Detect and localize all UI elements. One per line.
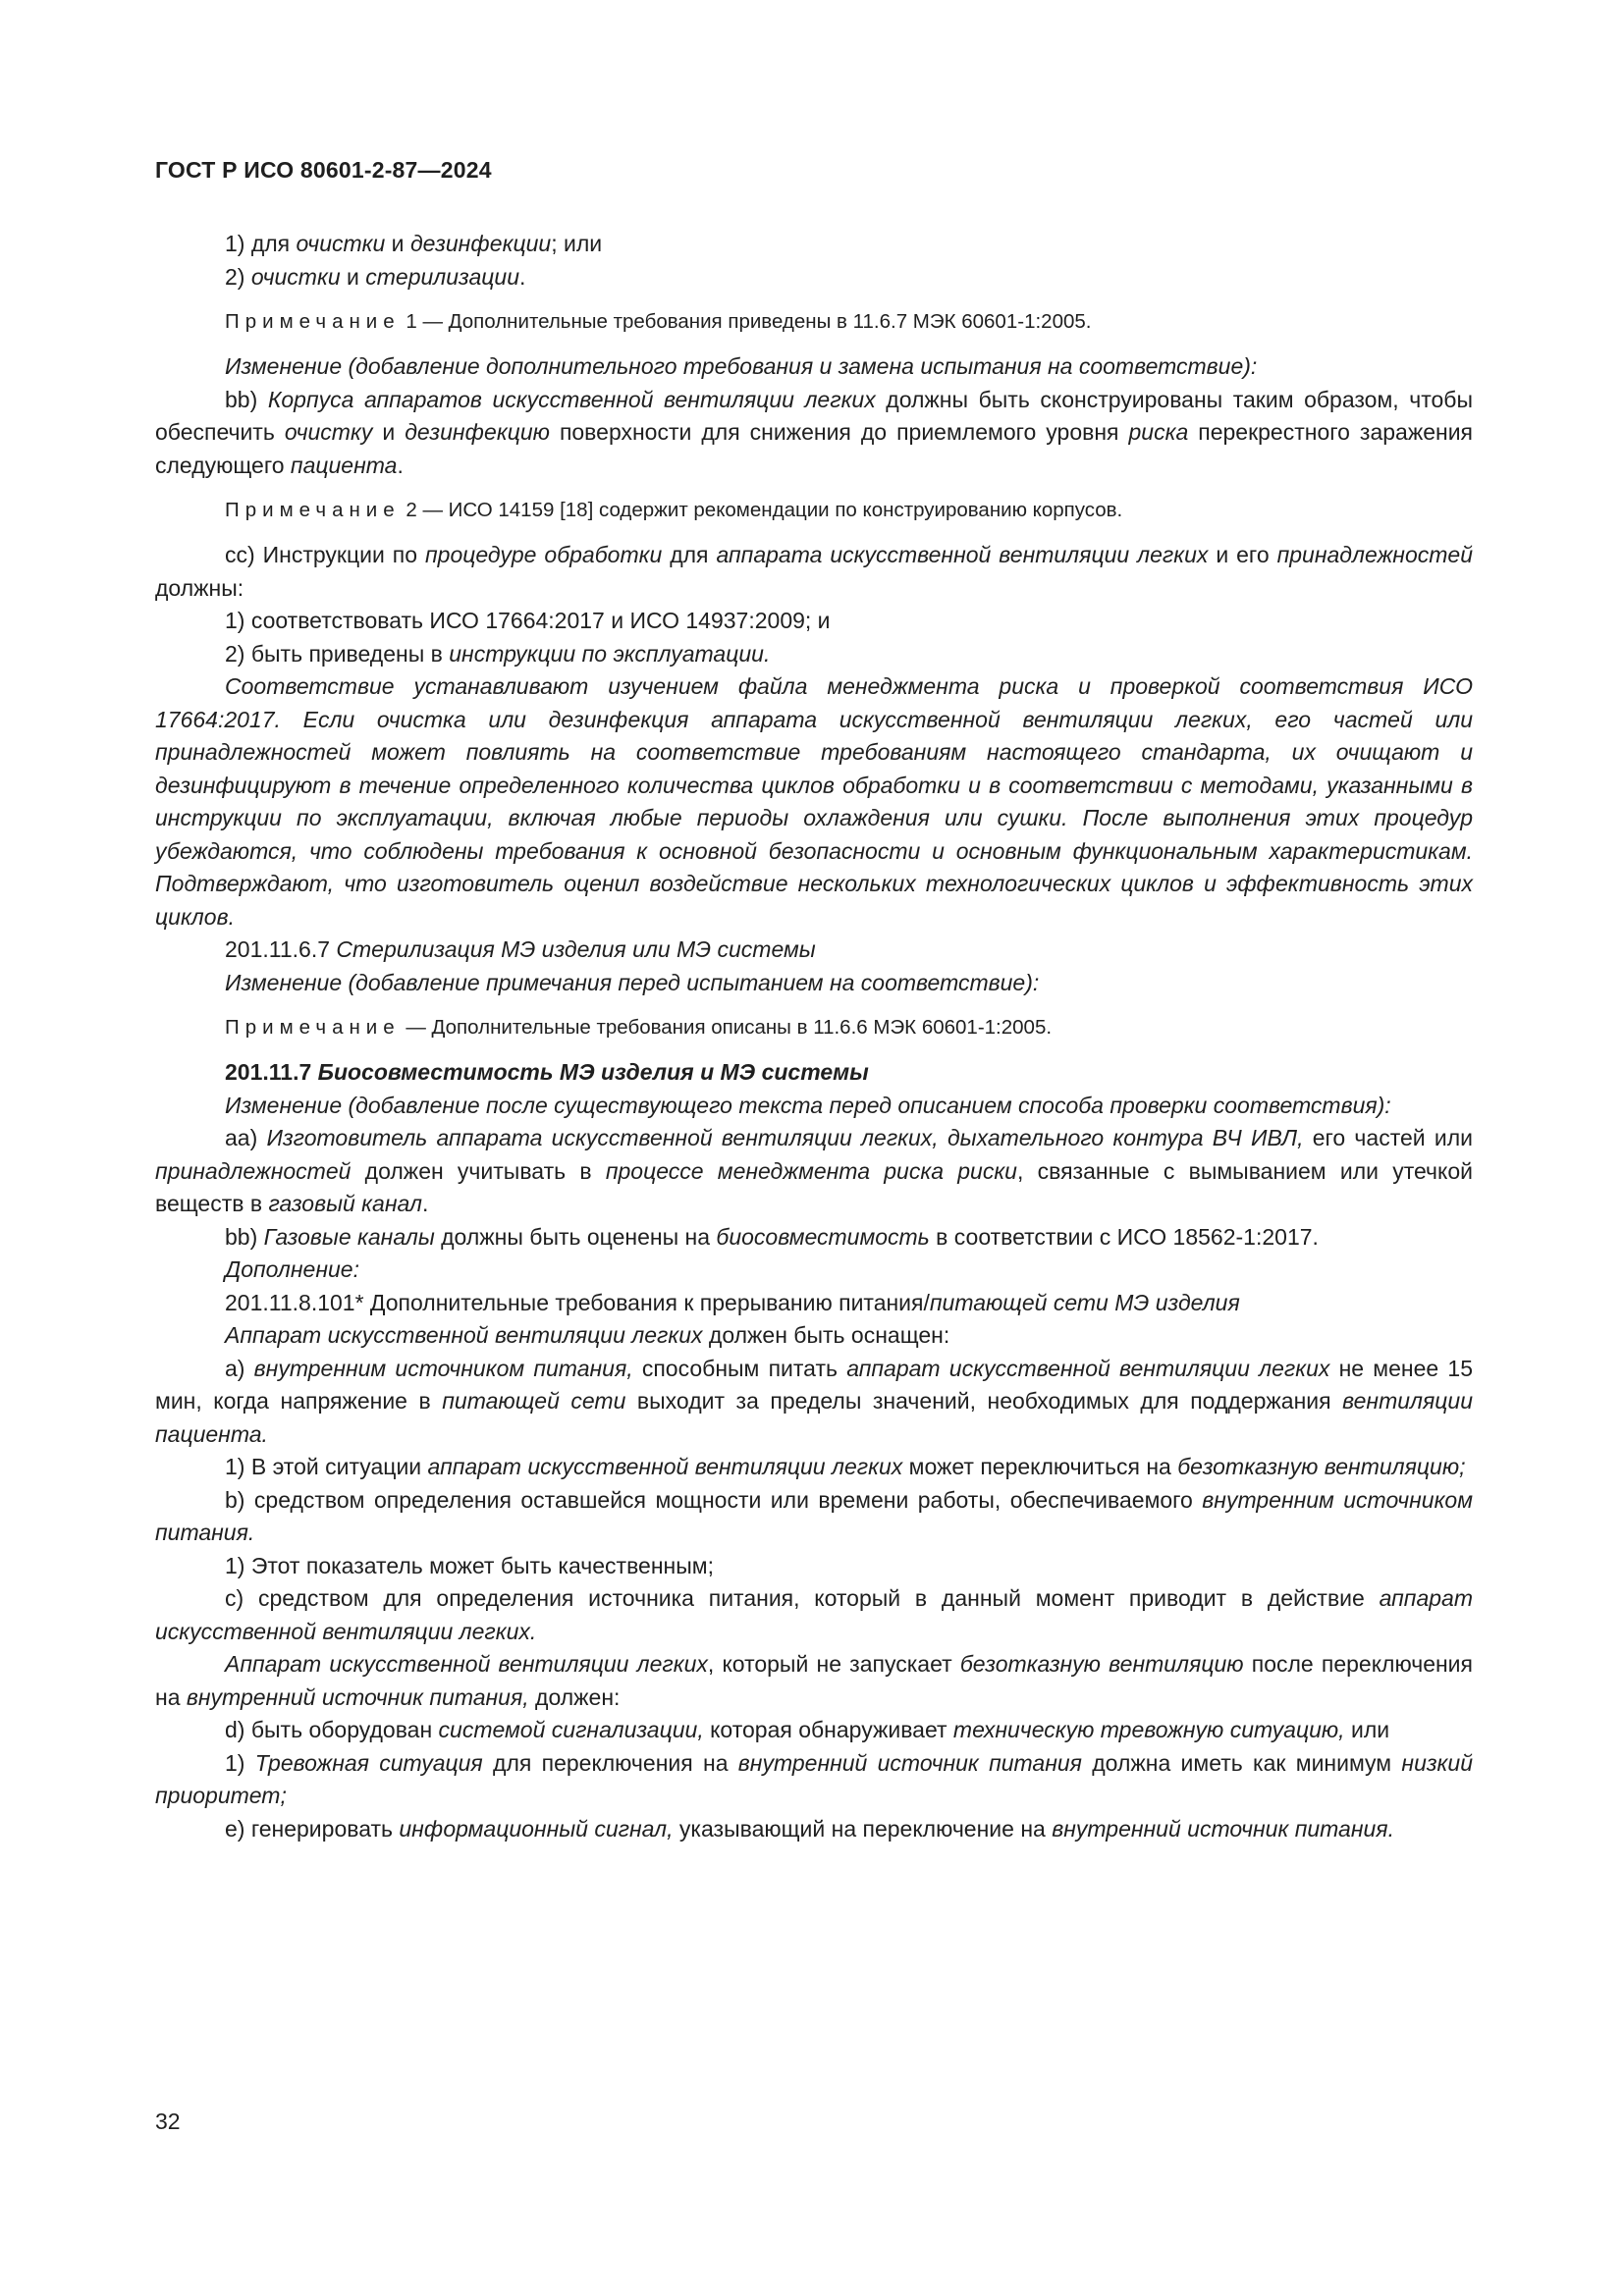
body-paragraph: Соответствие устанавливают изучением файла менеджмента риска и проверкой соответствия ИСО 17664:2017. Если очистка или дезинфекция аппарата искусственной вентиляции легких, его частей или принадлежностей может повлиять на соответствие требованиям настоящего стандарта, их очищают и дезинфицируют в течение определенного количества циклов обработки и в соответствии с методами, указанными в инструкции по эксплуатации, включая любые периоды охлаждения или сушки. После выполнения этих процедур убеждаются, что соблюдены требования к основной безопасности и основным функциональным характеристикам. Подтверждают, что изготовитель оценил воздействие нескольких технологических циклов и эффективность этих циклов.: [155, 673, 1473, 930]
body-paragraph: cc) Инструкции по процедуре обработки для аппарата искусственной вентиляции легких и его принадлежностей должны:: [155, 542, 1473, 601]
body-paragraph: 1) Тревожная ситуация для переключения на внутренний источник питания должна иметь как минимум низкий приоритет;: [155, 1749, 1473, 1808]
body-paragraph: 1) В этой ситуации аппарат искусственной вентиляции легких может переключиться на безотказную вентиляцию;: [225, 1454, 1466, 1479]
body-paragraph: a) внутренним источником питания, способным питать аппарат искусственной вентиляции легких не менее 15 мин, когда напряжение в питающей сети выходит за пределы значений, необходимых для поддержания вентиляции пациента.: [155, 1355, 1474, 1447]
document-body: [155, 228, 1473, 1845]
body-paragraph: Изменение (добавление после существующего текста перед описанием способа проверки соответствия):: [225, 1092, 1391, 1118]
body-paragraph: 201.11.8.101* Дополнительные требования к прерыванию питания/питающей сети МЭ изделия: [225, 1289, 1240, 1315]
body-paragraph: 2) быть приведены в инструкции по эксплуатации.: [225, 640, 771, 667]
body-paragraph: b) средством определения оставшейся мощности или времени работы, обеспечиваемого внутренним источником питания.: [155, 1486, 1473, 1545]
body-paragraph: 201.11.7 Биосовместимость МЭ изделия и МЭ системы: [225, 1059, 869, 1085]
page-number: 32: [155, 2109, 181, 2134]
note-paragraph: Примечание 2 — ИСО 14159 [18] содержит рекомендации по конструированию корпусов.: [225, 499, 1123, 521]
body-paragraph: 1) Этот показатель может быть качественным;: [225, 1552, 714, 1578]
body-paragraph: d) быть оборудован системой сигнализации, которая обнаруживает техническую тревожную ситуацию, или: [225, 1717, 1390, 1742]
body-paragraph: Аппарат искусственной вентиляции легких должен быть оснащен:: [225, 1322, 950, 1348]
body-paragraph: e) генерировать информационный сигнал, указывающий на переключение на внутренний источник питания.: [225, 1815, 1394, 1842]
body-paragraph: bb) Корпуса аппаратов искусственной вентиляции легких должны быть сконструированы таким образом, чтобы обеспечить очистку и дезинфекцию поверхности для снижения до приемлемого уровня риска перекрестного заражения следующего пациента.: [155, 386, 1474, 478]
body-paragraph: Дополнение:: [225, 1256, 359, 1282]
note-paragraph: Примечание — Дополнительные требования описаны в 11.6.6 МЭК 60601-1:2005.: [225, 1016, 1053, 1039]
body-paragraph: 201.11.6.7 Стерилизация МЭ изделия или МЭ системы: [225, 936, 816, 962]
body-paragraph: c) средством для определения источника питания, который в данный момент приводит в действие аппарат искусственной вентиляции легких.: [155, 1585, 1473, 1644]
body-paragraph: Изменение (добавление примечания перед испытанием на соответствие):: [225, 969, 1040, 995]
note-paragraph: Примечание 1 — Дополнительные требования приведены в 11.6.7 МЭК 60601-1:2005.: [225, 310, 1092, 333]
body-paragraph: bb) Газовые каналы должны быть оценены на биосовместимость в соответствии с ИСО 18562-1:2017.: [225, 1223, 1319, 1250]
body-paragraph: Изменение (добавление дополнительного требования и замена испытания на соответствие):: [225, 353, 1258, 379]
document-header: ГОСТ Р ИСО 80601-2-87—2024: [155, 157, 492, 183]
body-paragraph: aa) Изготовитель аппарата искусственной вентиляции легких, дыхательного контура ВЧ ИВЛ, его частей или принадлежностей должен учитывать в процессе менеджмента риска риски, связанные с вымыванием или утечкой веществ в газовый канал.: [155, 1125, 1473, 1216]
body-paragraph: 2) очистки и стерилизации.: [225, 263, 526, 290]
body-paragraph: 1) для очистки и дезинфекции; или: [225, 231, 603, 256]
body-paragraph: 1) соответствовать ИСО 17664:2017 и ИСО 14937:2009; и: [225, 608, 831, 633]
body-paragraph: Аппарат искусственной вентиляции легких, который не запускает безотказную вентиляцию после переключения на внутренний источник питания, должен:: [155, 1651, 1473, 1710]
